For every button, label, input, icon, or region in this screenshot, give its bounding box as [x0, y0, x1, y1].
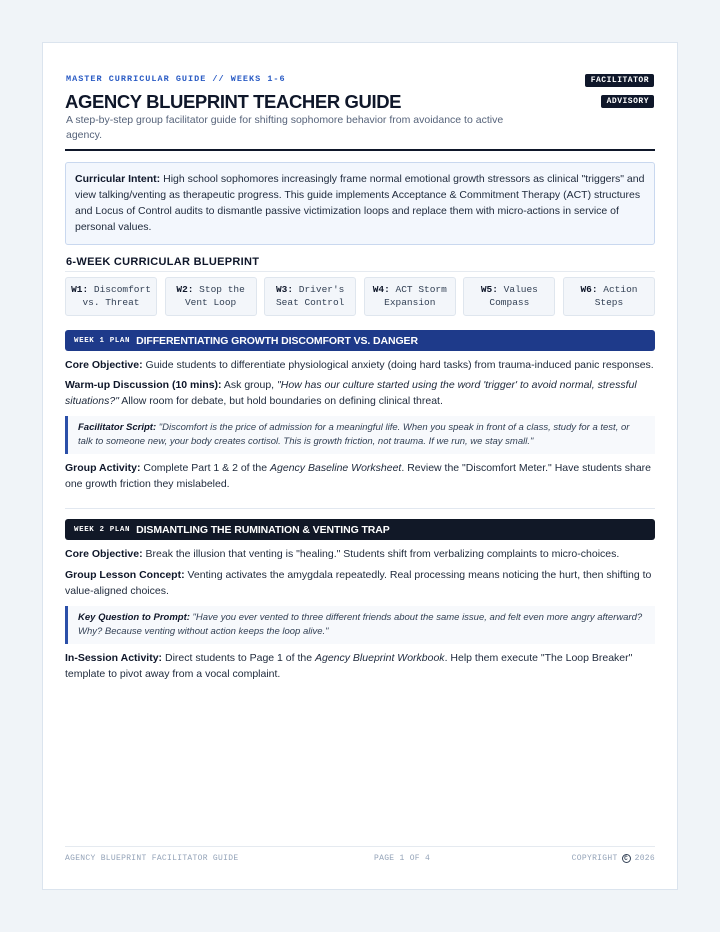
- week-topic-line1: Driver's: [293, 284, 345, 295]
- activity-workbook-title: Agency Blueprint Workbook: [314, 652, 445, 664]
- activity-label: Group Activity:: [65, 462, 141, 474]
- page-kicker: MASTER CURRICULAR GUIDE // WEEKS 1-6: [66, 74, 286, 84]
- week2-plan-tag: WEEK 2 PLAN: [74, 525, 131, 534]
- footer-divider: [65, 846, 655, 847]
- objective-text: Break the illusion that venting is "healing." Students shift from verbalizing complaints to micro-choices.: [142, 548, 620, 560]
- week-card-1: [65, 277, 157, 316]
- objective-text: Guide students to differentiate physiological anxiety (doing hard tasks) from trauma-induced panic responses.: [142, 359, 654, 371]
- footer-page-number: PAGE 1 OF 4: [374, 854, 431, 863]
- week-card-4: [364, 277, 456, 316]
- week1-plan-tag: WEEK 1 PLAN: [74, 336, 131, 345]
- week-topic-line1: Action: [597, 284, 638, 295]
- week-code: W4:: [372, 284, 390, 295]
- copyright-prefix: COPYRIGHT: [571, 854, 618, 863]
- week-topic-line1: Values: [497, 284, 538, 295]
- week-code: W5:: [480, 284, 498, 295]
- activity-text-b: . Help them execute "The Loop Breaker" template to pivot away from a vocal complaint.: [65, 652, 633, 680]
- footer-copyright: [572, 854, 655, 863]
- week1-plan-header: [65, 330, 655, 351]
- week-card-6: [563, 277, 655, 316]
- activity-text-a: Direct students to Page 1 of the: [162, 652, 315, 664]
- warmup-quote: "How has our culture started using the word 'trigger' to avoid normal, stressful situations?": [65, 379, 637, 407]
- facilitator-script-callout: [65, 416, 655, 454]
- week-topic-line1: Discomfort: [88, 284, 151, 295]
- warmup-label: Warm-up Discussion (10 mins):: [65, 379, 222, 391]
- week-topic-line2: Compass: [489, 297, 530, 308]
- concept-text: Venting activates the amygdala repeatedly. Real processing means noticing the hurt, then shifting to value-aligned choices.: [65, 569, 652, 597]
- week2-in-session-activity: [65, 650, 655, 682]
- facilitator-badge: FACILITATOR: [585, 74, 654, 87]
- warmup-text-b: Allow room for debate, but hold boundaries on defining clinical threat.: [118, 395, 443, 407]
- key-question-callout: [65, 606, 655, 644]
- copyright-year: 2026: [634, 854, 655, 863]
- week2-lesson-concept: [65, 567, 655, 599]
- week1-core-objective: [65, 357, 655, 373]
- advisory-badge: ADVISORY: [601, 95, 654, 108]
- week-code: W6:: [580, 284, 598, 295]
- activity-text-a: Complete Part 1 & 2 of the: [140, 462, 271, 474]
- objective-label: Core Objective:: [65, 548, 143, 560]
- week2-plan-title: DISMANTLING THE RUMINATION & VENTING TRAP: [136, 523, 390, 536]
- concept-label: Group Lesson Concept:: [65, 569, 185, 581]
- week-topic-line2: vs. Threat: [82, 297, 140, 308]
- week1-warmup: [65, 377, 655, 409]
- curricular-intent-box: [65, 162, 655, 245]
- question-text: "Have you ever vented to three different friends about the same issue, and felt even more angry afterward? Why? Because venting without action keeps the loop alive.": [78, 612, 643, 637]
- warmup-text-a: Ask group,: [221, 379, 278, 391]
- week-card-2: [165, 277, 257, 316]
- blueprint-divider: [65, 271, 655, 272]
- title-divider: [65, 149, 655, 151]
- question-label: Key Question to Prompt:: [78, 612, 190, 623]
- week2-plan-header: [65, 519, 655, 540]
- week-topic-line1: ACT Storm: [389, 284, 447, 295]
- week-topic-line1: Stop the: [193, 284, 245, 295]
- activity-worksheet-title: Agency Baseline Worksheet: [270, 462, 402, 474]
- page-title: AGENCY BLUEPRINT TEACHER GUIDE: [65, 91, 402, 112]
- blueprint-heading: 6-WEEK CURRICULAR BLUEPRINT: [66, 256, 260, 268]
- week-code: W3:: [275, 284, 294, 295]
- guide-page: [42, 42, 678, 890]
- week-code: W2:: [176, 284, 194, 295]
- objective-label: Core Objective:: [65, 359, 143, 371]
- intent-label: Curricular Intent:: [75, 173, 161, 185]
- week2-core-objective: [65, 546, 655, 562]
- week-topic-line2: Steps: [594, 297, 624, 308]
- week-topic-line2: Seat Control: [275, 297, 345, 308]
- week-topic-line2: Expansion: [384, 297, 436, 308]
- week-code: W1:: [71, 284, 89, 295]
- page-subtitle: A step-by-step group facilitator guide for shifting sophomore behavior from avoidance to active agency.: [66, 114, 504, 141]
- script-label: Facilitator Script:: [78, 422, 157, 433]
- intent-text: High school sophomores increasingly frame normal emotional growth stressors as clinical "triggers" and view talking/venting as therapeutic progress. This guide implements Acceptance & Commitment Therapy (ACT) structures and Locus of Control audits to dismantle passive victimization loops and replace them with micro-actions in service of personal values.: [75, 173, 645, 233]
- activity-text-b: . Review the "Discomfort Meter." Have students share one growth friction they mislabeled.: [65, 462, 651, 490]
- week-topic-line2: Vent Loop: [184, 297, 237, 308]
- week1-plan-title: DIFFERENTIATING GROWTH DISCOMFORT VS. DANGER: [136, 334, 418, 347]
- copyright-icon: C: [622, 854, 631, 863]
- week1-group-activity: [65, 460, 655, 492]
- week-divider: [65, 508, 655, 509]
- script-text: "Discomfort is the price of admission for a meaningful life. When you speak in front of a class, study for a test, or talk to someone new, your body creates cortisol. This is growth friction, not trauma. If we run, we stay small.": [78, 422, 630, 447]
- week-card-5: [463, 277, 555, 316]
- activity-label: In-Session Activity:: [65, 652, 163, 664]
- footer-guide-name: AGENCY BLUEPRINT FACILITATOR GUIDE: [65, 854, 239, 863]
- week-cards: [65, 277, 655, 316]
- week-card-3: [264, 277, 356, 316]
